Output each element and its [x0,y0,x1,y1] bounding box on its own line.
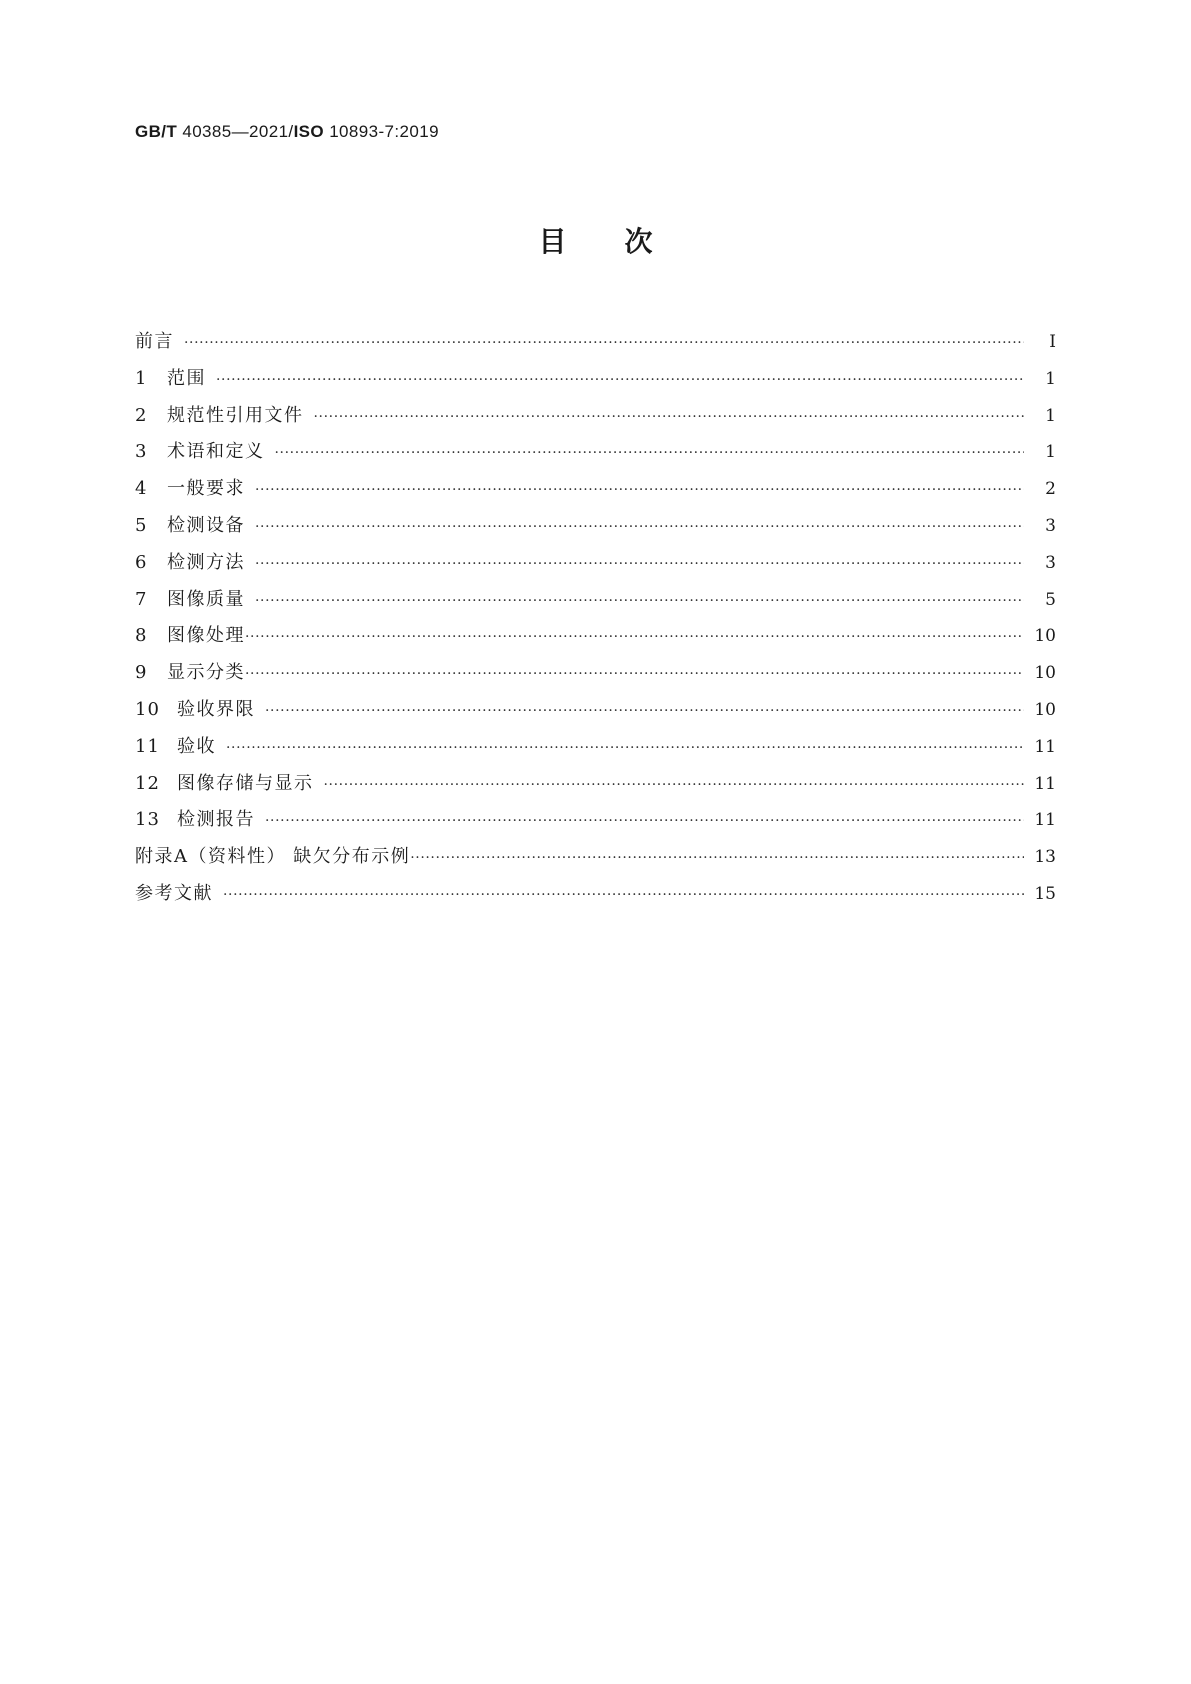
toc-page-number: 13 [1034,847,1056,868]
toc-item-image-processing[interactable] [135,618,1056,655]
table-of-contents [135,324,1056,913]
toc-label: 检测设备 [167,514,245,536]
toc-number: 10 [135,698,160,720]
toc-leader [245,619,1024,656]
toc-label: 一般要求 [167,478,245,500]
toc-number: 7 [135,588,148,610]
toc-leader [255,546,1024,583]
toc-page-number: 3 [1045,552,1056,573]
toc-page-number: 10 [1034,626,1056,647]
toc-item-scope[interactable] [135,361,1056,398]
toc-leader [255,583,1024,620]
toc-item-bibliography[interactable] [135,876,1056,913]
toc-item-acceptance-limits[interactable] [135,692,1056,729]
toc-number: 12 [135,772,160,794]
toc-number: 13 [135,809,160,831]
toc-page-number: 1 [1045,405,1056,426]
toc-leader [324,767,1025,804]
toc-leader [255,472,1024,509]
toc-label: 术语和定义 [167,441,265,463]
toc-label: 附录A（资料性） 缺欠分布示例 [135,846,411,868]
toc-number: 5 [135,514,148,536]
toc-number: 1 [135,367,148,389]
toc-number: 6 [135,551,148,573]
toc-label: 图像处理 [167,625,245,647]
toc-item-test-method[interactable] [135,545,1056,582]
toc-page-number: 15 [1034,883,1056,904]
toc-leader [216,362,1024,399]
toc-label: 检测方法 [167,551,245,573]
toc-item-image-storage-display[interactable] [135,766,1056,803]
toc-label: 参考文献 [135,882,213,904]
toc-number: 8 [135,625,148,647]
toc-page-number: 11 [1034,773,1056,794]
toc-item-indication-classification[interactable] [135,655,1056,692]
toc-item-test-equipment[interactable] [135,508,1056,545]
toc-item-test-report[interactable] [135,802,1056,839]
toc-label: 验收界限 [177,698,255,720]
toc-page-number: 11 [1034,736,1056,757]
toc-item-annex-a[interactable] [135,839,1056,876]
toc-page-number: 11 [1034,810,1056,831]
toc-page-number: 3 [1045,515,1056,536]
iso-prefix: ISO [293,122,325,141]
toc-label: 验收 [177,735,216,757]
standard-designation [135,122,439,142]
toc-number: 4 [135,478,148,500]
toc-page-number: 1 [1045,368,1056,389]
toc-label: 检测报告 [177,809,255,831]
toc-item-acceptance[interactable] [135,729,1056,766]
toc-leader [275,435,1025,472]
toc-page-number: Ⅰ [1049,332,1056,352]
toc-page-number: 10 [1034,699,1056,720]
toc-label: 图像质量 [167,588,245,610]
iso-number: 10893-7:2019 [329,122,439,141]
toc-leader [410,840,1024,877]
toc-item-general-requirements[interactable] [135,471,1056,508]
toc-label: 规范性引用文件 [167,404,304,426]
page-title: 目次 [538,225,711,258]
toc-page-number: 1 [1045,442,1056,463]
toc-number: 2 [135,404,148,426]
toc-leader [245,656,1024,693]
toc-page-number: 10 [1034,663,1056,684]
toc-item-foreword[interactable] [135,324,1056,361]
toc-number: 9 [135,662,148,684]
toc-leader [265,693,1024,730]
toc-item-image-quality[interactable] [135,582,1056,619]
toc-leader [184,325,1024,362]
toc-item-terms-definitions[interactable] [135,434,1056,471]
toc-number: 11 [135,735,160,757]
toc-label: 前言 [135,331,174,352]
toc-leader [226,730,1024,767]
toc-number: 3 [135,441,148,463]
toc-leader [255,509,1024,546]
toc-label: 显示分类 [167,662,245,684]
toc-label: 图像存储与显示 [177,772,314,794]
toc-leader [223,877,1024,914]
standard-prefix: GB/T [135,122,178,141]
toc-leader [314,399,1025,436]
toc-page-number: 2 [1045,479,1056,500]
toc-item-normative-references[interactable] [135,398,1056,435]
toc-page-number: 5 [1045,589,1056,610]
toc-leader [265,803,1024,840]
standard-number: 40385—2021/ [182,122,294,141]
toc-label: 范围 [167,367,206,389]
